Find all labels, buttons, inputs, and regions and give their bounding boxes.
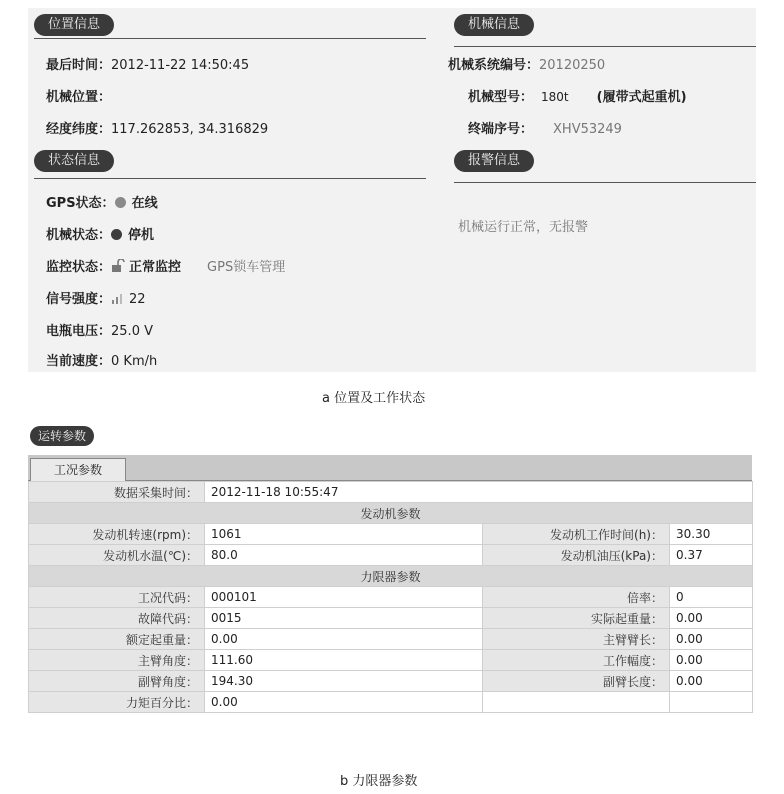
voltage-row — [46, 320, 153, 339]
gps-label: GPS状态： — [46, 196, 115, 211]
machine-status-row — [46, 224, 154, 243]
aux-boom-angle-label: 副臂角度： — [29, 671, 205, 692]
terminal-row — [468, 118, 622, 137]
system-no-label: 机械系统编号： — [448, 58, 540, 73]
ratio-label: 倍率： — [483, 587, 670, 608]
ratio-value: 0 — [670, 587, 753, 608]
machine-status-value: 停机 — [128, 228, 155, 243]
water-temp-value: 80.0 — [205, 545, 483, 566]
tab-working-conditions[interactable]: 工况参数 — [30, 458, 126, 481]
table-row — [29, 629, 753, 650]
status-info-header: 状态信息 — [34, 150, 114, 172]
lnglat-row — [46, 118, 268, 137]
monitor-value: 正常监控 — [129, 260, 182, 275]
divider — [454, 46, 756, 47]
collect-time-value: 2012-11-18 10:55:47 — [205, 482, 753, 503]
main-boom-angle-label: 主臂角度： — [29, 650, 205, 671]
signal-icon — [111, 292, 125, 304]
model-label: 机械型号： — [468, 90, 534, 105]
monitor-row — [46, 256, 285, 275]
table-row — [29, 692, 753, 713]
terminal-value: XHV53249 — [553, 122, 622, 137]
lnglat-label: 经度纬度： — [46, 122, 112, 137]
table-row — [29, 587, 753, 608]
table-row — [29, 482, 753, 503]
engine-hours-value: 30.30 — [670, 524, 753, 545]
caption-a: a 位置及工作状态 — [322, 391, 426, 406]
main-boom-angle-value: 111.60 — [205, 650, 483, 671]
status-panel — [28, 8, 756, 372]
main-boom-length-label: 主臂臂长： — [483, 629, 670, 650]
fault-code-value: 0015 — [205, 608, 483, 629]
rated-load-value: 0.00 — [205, 629, 483, 650]
engine-speed-value: 1061 — [205, 524, 483, 545]
monitor-label: 监控状态： — [46, 260, 112, 275]
table-row — [29, 524, 753, 545]
torque-label: 力矩百分比： — [29, 692, 205, 713]
signal-label: 信号强度： — [46, 292, 112, 307]
cond-code-value: 000101 — [205, 587, 483, 608]
last-time-value: 2012-11-22 14:50:45 — [111, 58, 250, 73]
water-temp-label: 发动机水温(℃)： — [29, 545, 205, 566]
actual-load-label: 实际起重量： — [483, 608, 670, 629]
params-table — [28, 481, 753, 713]
terminal-label: 终端序号： — [468, 122, 534, 137]
system-no-row — [448, 54, 605, 73]
machine-info-header: 机械信息 — [454, 14, 534, 36]
model-type: (履带式起重机) — [596, 90, 687, 105]
torque-value: 0.00 — [205, 692, 483, 713]
signal-value: 22 — [129, 292, 146, 307]
actual-load-value: 0.00 — [670, 608, 753, 629]
engine-speed-label: 发动机转速(rpm)： — [29, 524, 205, 545]
table-row — [29, 566, 753, 587]
rated-load-label: 额定起重量： — [29, 629, 205, 650]
voltage-label: 电瓶电压： — [46, 324, 112, 339]
model-row — [468, 86, 687, 105]
location-row — [46, 86, 111, 105]
divider — [34, 178, 426, 179]
location-label: 机械位置： — [46, 90, 112, 105]
speed-label: 当前速度： — [46, 354, 112, 369]
gps-lock-link[interactable]: GPS锁车管理 — [207, 260, 286, 275]
table-row — [29, 671, 753, 692]
lnglat-value: 117.262853, 34.316829 — [111, 122, 269, 137]
engine-section-header: 发动机参数 — [29, 503, 753, 524]
position-info-header: 位置信息 — [34, 14, 114, 36]
alarm-info-header: 报警信息 — [454, 150, 534, 172]
gps-row — [46, 192, 158, 211]
empty-cell — [483, 692, 670, 713]
oil-pressure-value: 0.37 — [670, 545, 753, 566]
unlock-icon — [111, 259, 125, 273]
speed-value: 0 Km/h — [111, 354, 158, 369]
last-time-label: 最后时间： — [46, 58, 112, 73]
params-header: 运转参数 — [30, 426, 94, 446]
fault-code-label: 故障代码： — [29, 608, 205, 629]
caption-b: b 力限器参数 — [340, 774, 418, 789]
aux-boom-length-value: 0.00 — [670, 671, 753, 692]
params-tab-bar — [28, 455, 752, 481]
last-time-row — [46, 54, 249, 73]
signal-row — [46, 288, 146, 307]
collect-time-label: 数据采集时间： — [29, 482, 205, 503]
speed-row — [46, 350, 157, 369]
model-value: 180t — [541, 90, 569, 104]
table-row — [29, 503, 753, 524]
aux-boom-length-label: 副臂长度： — [483, 671, 670, 692]
oil-pressure-label: 发动机油压(kPa)： — [483, 545, 670, 566]
radius-label: 工作幅度： — [483, 650, 670, 671]
alarm-message: 机械运行正常，无报警 — [458, 220, 589, 235]
aux-boom-angle-value: 194.30 — [205, 671, 483, 692]
main-boom-length-value: 0.00 — [670, 629, 753, 650]
limiter-section-header: 力限器参数 — [29, 566, 753, 587]
system-no-value: 20120250 — [539, 58, 606, 73]
online-status-icon — [115, 197, 126, 208]
table-row — [29, 608, 753, 629]
voltage-value: 25.0 V — [111, 324, 153, 339]
cond-code-label: 工况代码： — [29, 587, 205, 608]
table-row — [29, 545, 753, 566]
gps-value: 在线 — [131, 196, 158, 211]
stopped-status-icon — [111, 229, 122, 240]
radius-value: 0.00 — [670, 650, 753, 671]
empty-cell — [670, 692, 753, 713]
table-row — [29, 650, 753, 671]
divider — [34, 38, 426, 39]
divider — [454, 182, 756, 183]
engine-hours-label: 发动机工作时间(h)： — [483, 524, 670, 545]
machine-status-label: 机械状态： — [46, 228, 112, 243]
